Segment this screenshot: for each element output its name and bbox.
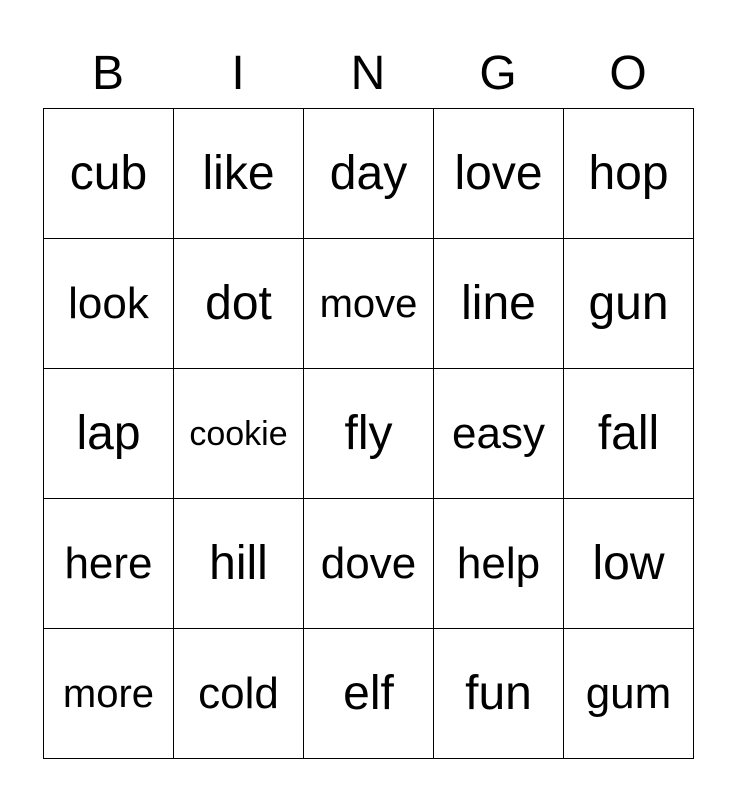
header-letter-o: O bbox=[609, 47, 647, 100]
header-letter-n: N bbox=[350, 47, 386, 100]
bingo-cell[interactable]: cookie bbox=[174, 369, 304, 499]
header-letter-i: I bbox=[231, 47, 245, 100]
bingo-cell[interactable]: cold bbox=[174, 629, 304, 759]
bingo-grid bbox=[43, 108, 694, 759]
bingo-cell[interactable]: dot bbox=[174, 239, 304, 369]
bingo-header bbox=[43, 40, 694, 108]
bingo-cell[interactable]: lap bbox=[44, 369, 174, 499]
bingo-cell[interactable]: move bbox=[304, 239, 434, 369]
bingo-cell[interactable]: look bbox=[44, 239, 174, 369]
bingo-cell[interactable]: here bbox=[44, 499, 174, 629]
bingo-cell[interactable]: day bbox=[304, 109, 434, 239]
bingo-card bbox=[43, 40, 694, 759]
bingo-cell[interactable]: hop bbox=[564, 109, 694, 239]
bingo-cell[interactable]: love bbox=[434, 109, 564, 239]
bingo-cell[interactable]: hill bbox=[174, 499, 304, 629]
bingo-cell[interactable]: fly bbox=[304, 369, 434, 499]
header-letter-g: G bbox=[479, 47, 517, 100]
bingo-cell[interactable]: fun bbox=[434, 629, 564, 759]
bingo-cell[interactable]: dove bbox=[304, 499, 434, 629]
bingo-cell[interactable]: elf bbox=[304, 629, 434, 759]
bingo-cell[interactable]: low bbox=[564, 499, 694, 629]
bingo-cell[interactable]: fall bbox=[564, 369, 694, 499]
bingo-cell[interactable]: gun bbox=[564, 239, 694, 369]
bingo-cell[interactable]: more bbox=[44, 629, 174, 759]
bingo-cell[interactable]: like bbox=[174, 109, 304, 239]
bingo-cell[interactable]: help bbox=[434, 499, 564, 629]
bingo-cell[interactable]: gum bbox=[564, 629, 694, 759]
header-letter-b: B bbox=[91, 47, 124, 100]
bingo-cell[interactable]: easy bbox=[434, 369, 564, 499]
bingo-cell[interactable]: line bbox=[434, 239, 564, 369]
bingo-cell[interactable]: cub bbox=[44, 109, 174, 239]
